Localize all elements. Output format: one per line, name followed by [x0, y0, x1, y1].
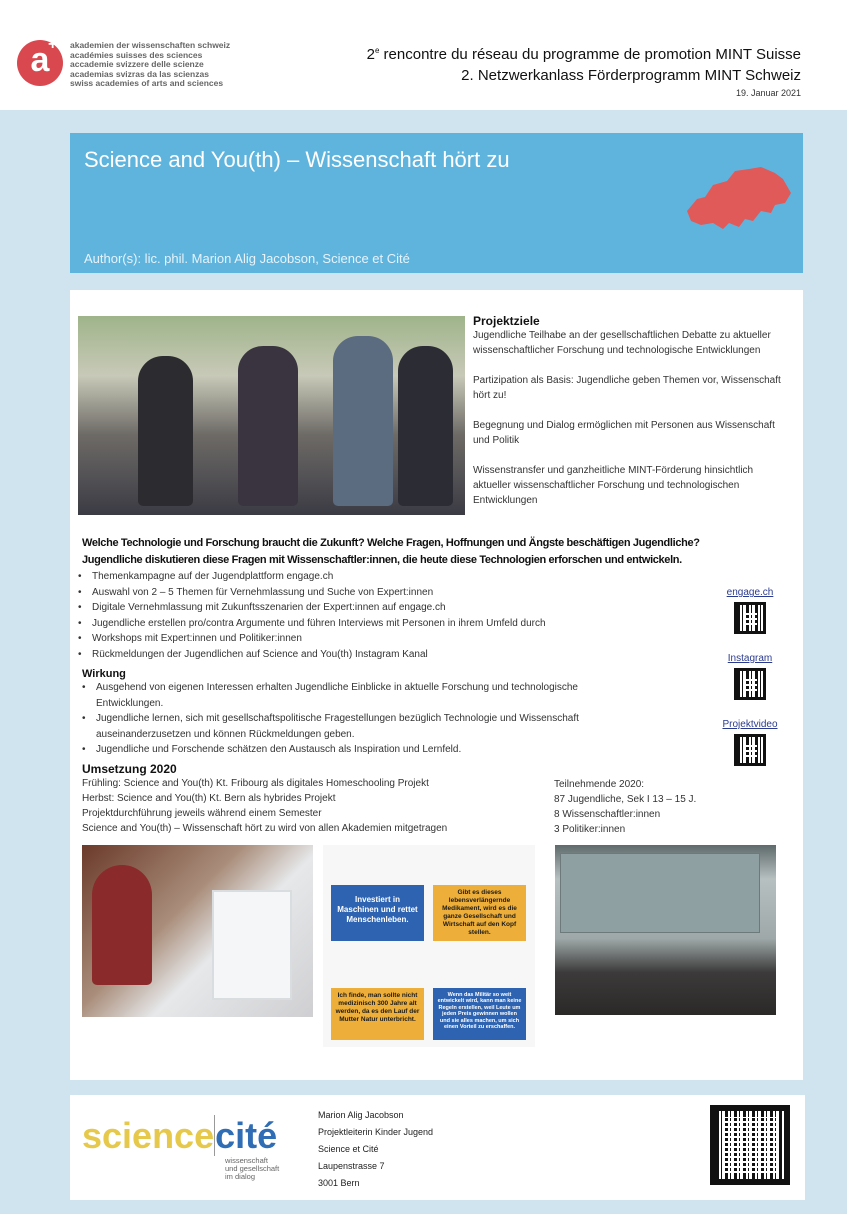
- academy-line: accademie svizzere delle scienze: [70, 59, 204, 69]
- projektziele-paragraph: Begegnung und Dialog ermöglichen mit Personen aus Wissenschaft und Politik: [473, 420, 775, 446]
- instagram-link[interactable]: Instagram: [727, 653, 773, 664]
- tagline-line: im dialog: [225, 1172, 256, 1181]
- page-header: [0, 0, 847, 110]
- list-item: • Ausgehend von eigenen Interessen erhalten Jugendliche Einblicke in aktuelle Forschung und technologische Entwicklungen.: [78, 680, 622, 711]
- photo-row: [82, 845, 794, 1047]
- quote-card: Gibt es dieses lebensverlängernde Medikament, wird es die ganze Gesellschaft und Wirtschaft auf den Kopf stellen.: [433, 885, 526, 941]
- wirkung-section: [82, 668, 622, 758]
- science-cite-logo: [82, 1115, 277, 1157]
- date: 19. Januar 2021: [735, 88, 801, 98]
- projektziele-section: [473, 314, 793, 508]
- list-item: • Jugendliche erstellen pro/contra Argumente und führen Interviews mit Personen in ihrem Umfeld durch: [74, 616, 674, 632]
- projektvideo-link[interactable]: Projektvideo: [722, 719, 778, 730]
- conference-de: 2. Netzwerkanlass Förderprogramm MINT Schweiz: [461, 67, 801, 84]
- list-item: • Rückmeldungen der Jugendlichen auf Science and You(th) Instagram Kanal: [74, 647, 674, 663]
- author-line: Author(s): lic. phil. Marion Alig Jacobson, Science et Cité: [84, 251, 410, 266]
- academy-line: swiss academies of arts and sciences: [70, 78, 224, 88]
- title-banner: [70, 133, 803, 273]
- contact-street: Laupenstrasse 7: [318, 1161, 385, 1171]
- hybrid-session-photo: [555, 845, 776, 1015]
- activity-list: [74, 569, 674, 662]
- intro-section: [82, 535, 794, 662]
- content-panel: [70, 290, 803, 1080]
- switzerland-map-icon: [683, 163, 795, 233]
- list-item: • Digitale Vernehmlassung mit Zukunftsszenarien der Expert:innen auf engage.ch: [74, 600, 674, 616]
- academy-line: academias svizras da las scienzas: [70, 68, 209, 79]
- quote-card: Wenn das Militär so weit entwickelt wird, kann man keine Regeln erstellen, weil Leute um jeden Preis gewinnen wollen und sie alles machen, um sich einen Vorteil zu erschaffen.: [433, 988, 526, 1040]
- list-item: • Themenkampagne auf der Jugendplattform engage.ch: [74, 569, 674, 585]
- quote-card: Investiert in Maschinen und rettet Menschenleben.: [331, 885, 424, 941]
- list-item: • Auswahl von 2 – 5 Themen für Vernehmlassung und Suche von Expert:innen: [74, 585, 674, 601]
- participants-line: 8 Wissenschaftler:innen: [554, 808, 661, 820]
- academy-line: académies suisses des sciences: [70, 49, 203, 60]
- plus-icon: +: [48, 36, 58, 53]
- tagline-line: und gesellschaft: [225, 1164, 280, 1173]
- conference-title: [367, 40, 801, 86]
- umsetzung-line: Science and You(th) – Wissenschaft hört zu wird von allen Akademien mitgetragen: [82, 822, 448, 834]
- engage-link[interactable]: engage.ch: [726, 587, 774, 598]
- projektziele-paragraph: Jugendliche Teilhabe an der gesellschaftlichen Debatte zu aktueller wissenschaftlicher Forschung und technologische Entwicklungen: [473, 330, 771, 356]
- intro-question: Welche Technologie und Forschung braucht die Zukunft? Welche Fragen, Hoffnungen und Ängste beschäftigen Jugendliche?: [82, 537, 700, 549]
- contact-address: [318, 1107, 433, 1192]
- umsetzung-heading: Umsetzung 2020: [82, 761, 177, 776]
- participants-line: Teilnehmende 2020:: [554, 778, 645, 790]
- umsetzung-line: Herbst: Science and You(th) Kt. Bern als hybrides Projekt: [82, 792, 336, 804]
- qr-code-icon: [710, 1105, 790, 1185]
- logo-tagline: [225, 1157, 279, 1181]
- ordinal: 2: [366, 46, 375, 63]
- umsetzung-line: Frühling: Science and You(th) Kt. Fribourg als digitales Homeschooling Projekt: [82, 777, 429, 789]
- wirkung-list: [78, 680, 622, 758]
- list-item: • Jugendliche und Forschende schätzen den Austausch als Inspiration und Lernfeld.: [78, 742, 622, 758]
- academy-line: akademien der wissenschaften schweiz: [70, 40, 231, 50]
- umsetzung-line: Projektdurchführung jeweils während einem Semester: [82, 807, 322, 819]
- list-item: • Workshops mit Expert:innen und Politiker:innen: [74, 631, 674, 647]
- poster-title: Science and You(th) – Wissenschaft hört zu: [84, 147, 510, 172]
- ordinal-sup: e: [374, 46, 380, 55]
- list-item: • Jugendliche lernen, sich mit gesellschaftspolitische Fragestellungen bezüglich Technologie und Wissenschaft auseinanderzusetzen und können Rückmeldungen geben.: [78, 711, 622, 742]
- academies-logo: a: [17, 40, 63, 86]
- logo-science: science: [82, 1115, 215, 1156]
- contact-name: Marion Alig Jacobson: [318, 1110, 404, 1120]
- umsetzung-row: [82, 762, 794, 837]
- quotes-collage: [323, 845, 535, 1047]
- logo-cite: cité: [215, 1115, 278, 1156]
- workshop-photo: [78, 316, 465, 515]
- academies-names: [70, 41, 230, 89]
- projektziele-paragraph: Partizipation als Basis: Jugendliche geben Themen vor, Wissenschaft hört zu!: [473, 375, 781, 401]
- participants-line: 87 Jugendliche, Sek I 13 – 15 J.: [554, 793, 697, 805]
- projektziele-heading: Projektziele: [473, 314, 540, 328]
- wirkung-heading: Wirkung: [82, 668, 126, 680]
- quote-card: Ich finde, man sollte nicht medizinisch 300 Jahre alt werden, da es den Lauf der Mutter Natur unterbricht.: [331, 988, 424, 1040]
- intro-statement: Jugendliche diskutieren diese Fragen mit Wissenschaftler:innen, die heute diese Technologien erforschen und entwickeln.: [82, 554, 682, 566]
- contact-org: Science et Cité: [318, 1144, 379, 1154]
- tagline-line: wissenschaft: [225, 1156, 268, 1165]
- contact-city: 3001 Bern: [318, 1178, 360, 1188]
- participants: [554, 777, 754, 837]
- participants-line: 3 Politiker:innen: [554, 823, 626, 835]
- contact-role: Projektleiterin Kinder Jugend: [318, 1127, 434, 1137]
- 3d-printer-photo: [82, 845, 313, 1017]
- projektziele-paragraph: Wissenstransfer und ganzheitliche MINT-Förderung hinsichtlich aktueller wissenschaftlicher Forschung und technologischen Entwicklungen: [473, 465, 754, 506]
- conference-fr: [367, 40, 801, 65]
- conference-fr-text: rencontre du réseau du programme de promotion MINT Suisse: [379, 46, 801, 63]
- footer-panel: [70, 1095, 805, 1200]
- umsetzung-section: [82, 762, 542, 837]
- body-flow: [82, 535, 794, 1047]
